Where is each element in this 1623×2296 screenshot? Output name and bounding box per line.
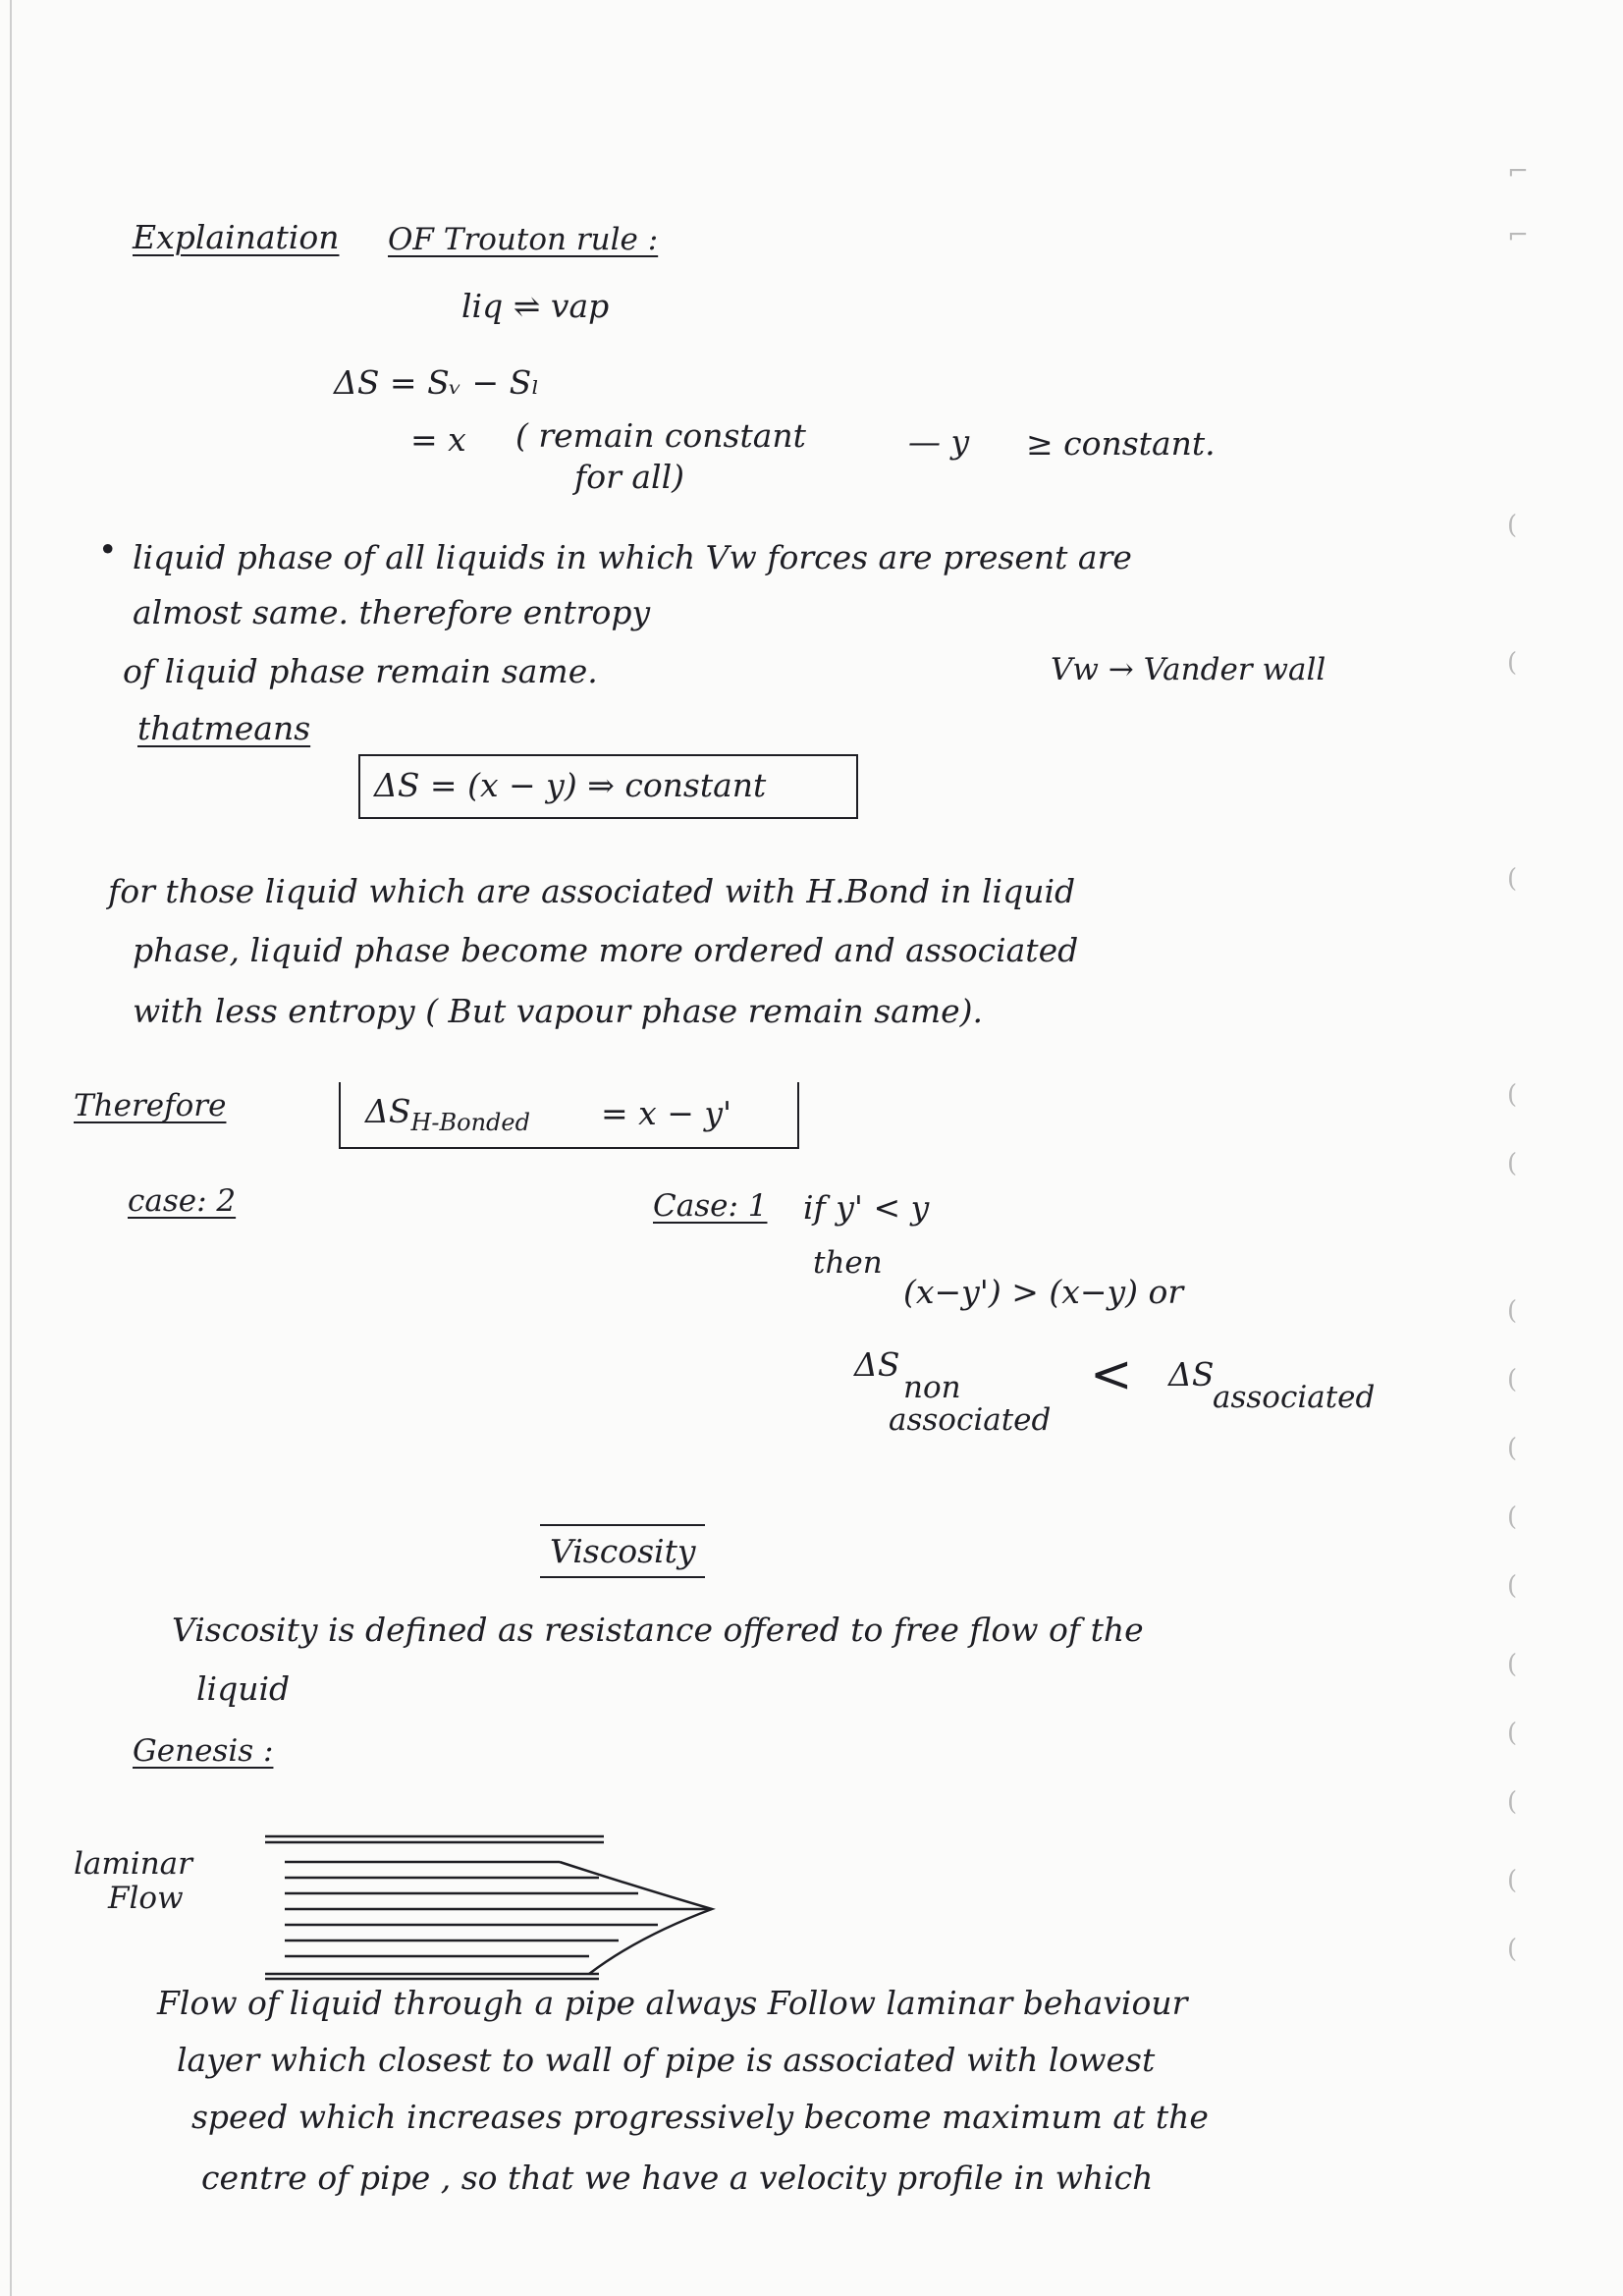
genesis-label: Genesis : [133, 1733, 274, 1769]
edge-mark: ( [1507, 1434, 1518, 1463]
if-condition: if y' < y [803, 1188, 930, 1227]
edge-mark: ( [1507, 1365, 1518, 1394]
edge-mark: ( [1507, 1787, 1518, 1817]
viscosity-title: Viscosity [540, 1524, 705, 1578]
hbond-line-2: phase, liquid phase become more ordered and associated [133, 931, 1079, 969]
minus-y: — y [908, 422, 970, 461]
edge-mark: ( [1507, 511, 1518, 540]
h-bonded-box [339, 1082, 799, 1149]
associated-subscript: associated [1213, 1380, 1376, 1415]
equals-constant: ≥ constant. [1026, 424, 1216, 463]
edge-mark: ⌐ [1507, 221, 1529, 250]
edge-mark: ( [1507, 1935, 1518, 1964]
then-inequality: (x−y') > (x−y) or [903, 1273, 1184, 1311]
equilibrium-equation: liq ⇌ vap [461, 287, 610, 325]
liquid-phase-line-3: of liquid phase remain same. [123, 652, 598, 690]
case-1-label: Case: 1 [653, 1188, 768, 1224]
explanation-heading: Explaination [133, 218, 340, 256]
vander-wall-note: Vw → Vander wall [1051, 652, 1326, 687]
hbond-line-3: with less entropy ( But vapour phase remain same). [133, 992, 984, 1030]
associated-word: associated [889, 1402, 1052, 1438]
edge-mark: ( [1507, 1296, 1518, 1326]
non-word: non [903, 1370, 961, 1405]
liquid-phase-line-1: liquid phase of all liquids in which Vw forces are present are [133, 538, 1132, 576]
h-bonded-rest: = x − y' [601, 1094, 732, 1132]
constant-entropy-box [358, 754, 858, 819]
paragraph-line-2: layer which closest to wall of pipe is associated with lowest [177, 2041, 1156, 2079]
case-2-label: case: 2 [128, 1183, 237, 1219]
that-means: thatmeans [137, 709, 311, 747]
h-bonded-delta-symbol: ΔS [365, 1092, 411, 1130]
edge-mark: ( [1507, 1719, 1518, 1748]
edge-mark: ( [1507, 1650, 1518, 1679]
h-bonded-delta [365, 1092, 530, 1136]
flow-label-text: Flow [108, 1881, 184, 1916]
edge-mark: ( [1507, 648, 1518, 678]
laminar-label: laminar [74, 1846, 192, 1882]
for-all-note: for all) [574, 458, 685, 496]
delta-s-nonassoc: ΔS [854, 1345, 900, 1384]
trouton-rule-heading: OF Trouton rule : [388, 222, 659, 257]
page-margin-line [10, 0, 12, 2296]
edge-mark: ⌐ [1507, 157, 1529, 187]
viscosity-definition-2: liquid [196, 1669, 291, 1708]
paragraph-line-3: speed which increases progressively become maximum at the [191, 2098, 1209, 2136]
remain-constant-note: ( remain constant [515, 416, 806, 455]
liquid-phase-line-2: almost same. therefore entropy [133, 593, 651, 631]
edge-mark: ( [1507, 864, 1518, 894]
delta-s-assoc: ΔS [1168, 1355, 1215, 1394]
bullet-point: • [98, 530, 118, 569]
hbond-line-1: for those liquid which are associated with H.Bond in liquid [108, 872, 1076, 910]
boxed-equation: ΔS = (x − y) ⇒ constant [374, 766, 767, 804]
edge-mark: ( [1507, 1503, 1518, 1532]
therefore-label: Therefore [74, 1088, 227, 1123]
paragraph-line-1: Flow of liquid through a pipe always Follow laminar behaviour [157, 1984, 1188, 2022]
then-word: then [813, 1245, 883, 1281]
edge-mark: ( [1507, 1149, 1518, 1178]
equals-x: = x [410, 420, 466, 459]
less-than-symbol: < [1090, 1345, 1133, 1404]
viscosity-definition-1: Viscosity is defined as resistance offered to free flow of the [172, 1611, 1144, 1649]
edge-mark: ( [1507, 1571, 1518, 1601]
paragraph-line-4: centre of pipe , so that we have a velocity profile in which [201, 2159, 1154, 2197]
laminar-flow-diagram [265, 1829, 736, 1986]
edge-mark: ( [1507, 1866, 1518, 1895]
delta-s-equation: ΔS = Sᵥ − Sₗ [334, 363, 540, 402]
edge-mark: ( [1507, 1080, 1518, 1110]
h-bonded-subscript: H-Bonded [410, 1109, 530, 1136]
